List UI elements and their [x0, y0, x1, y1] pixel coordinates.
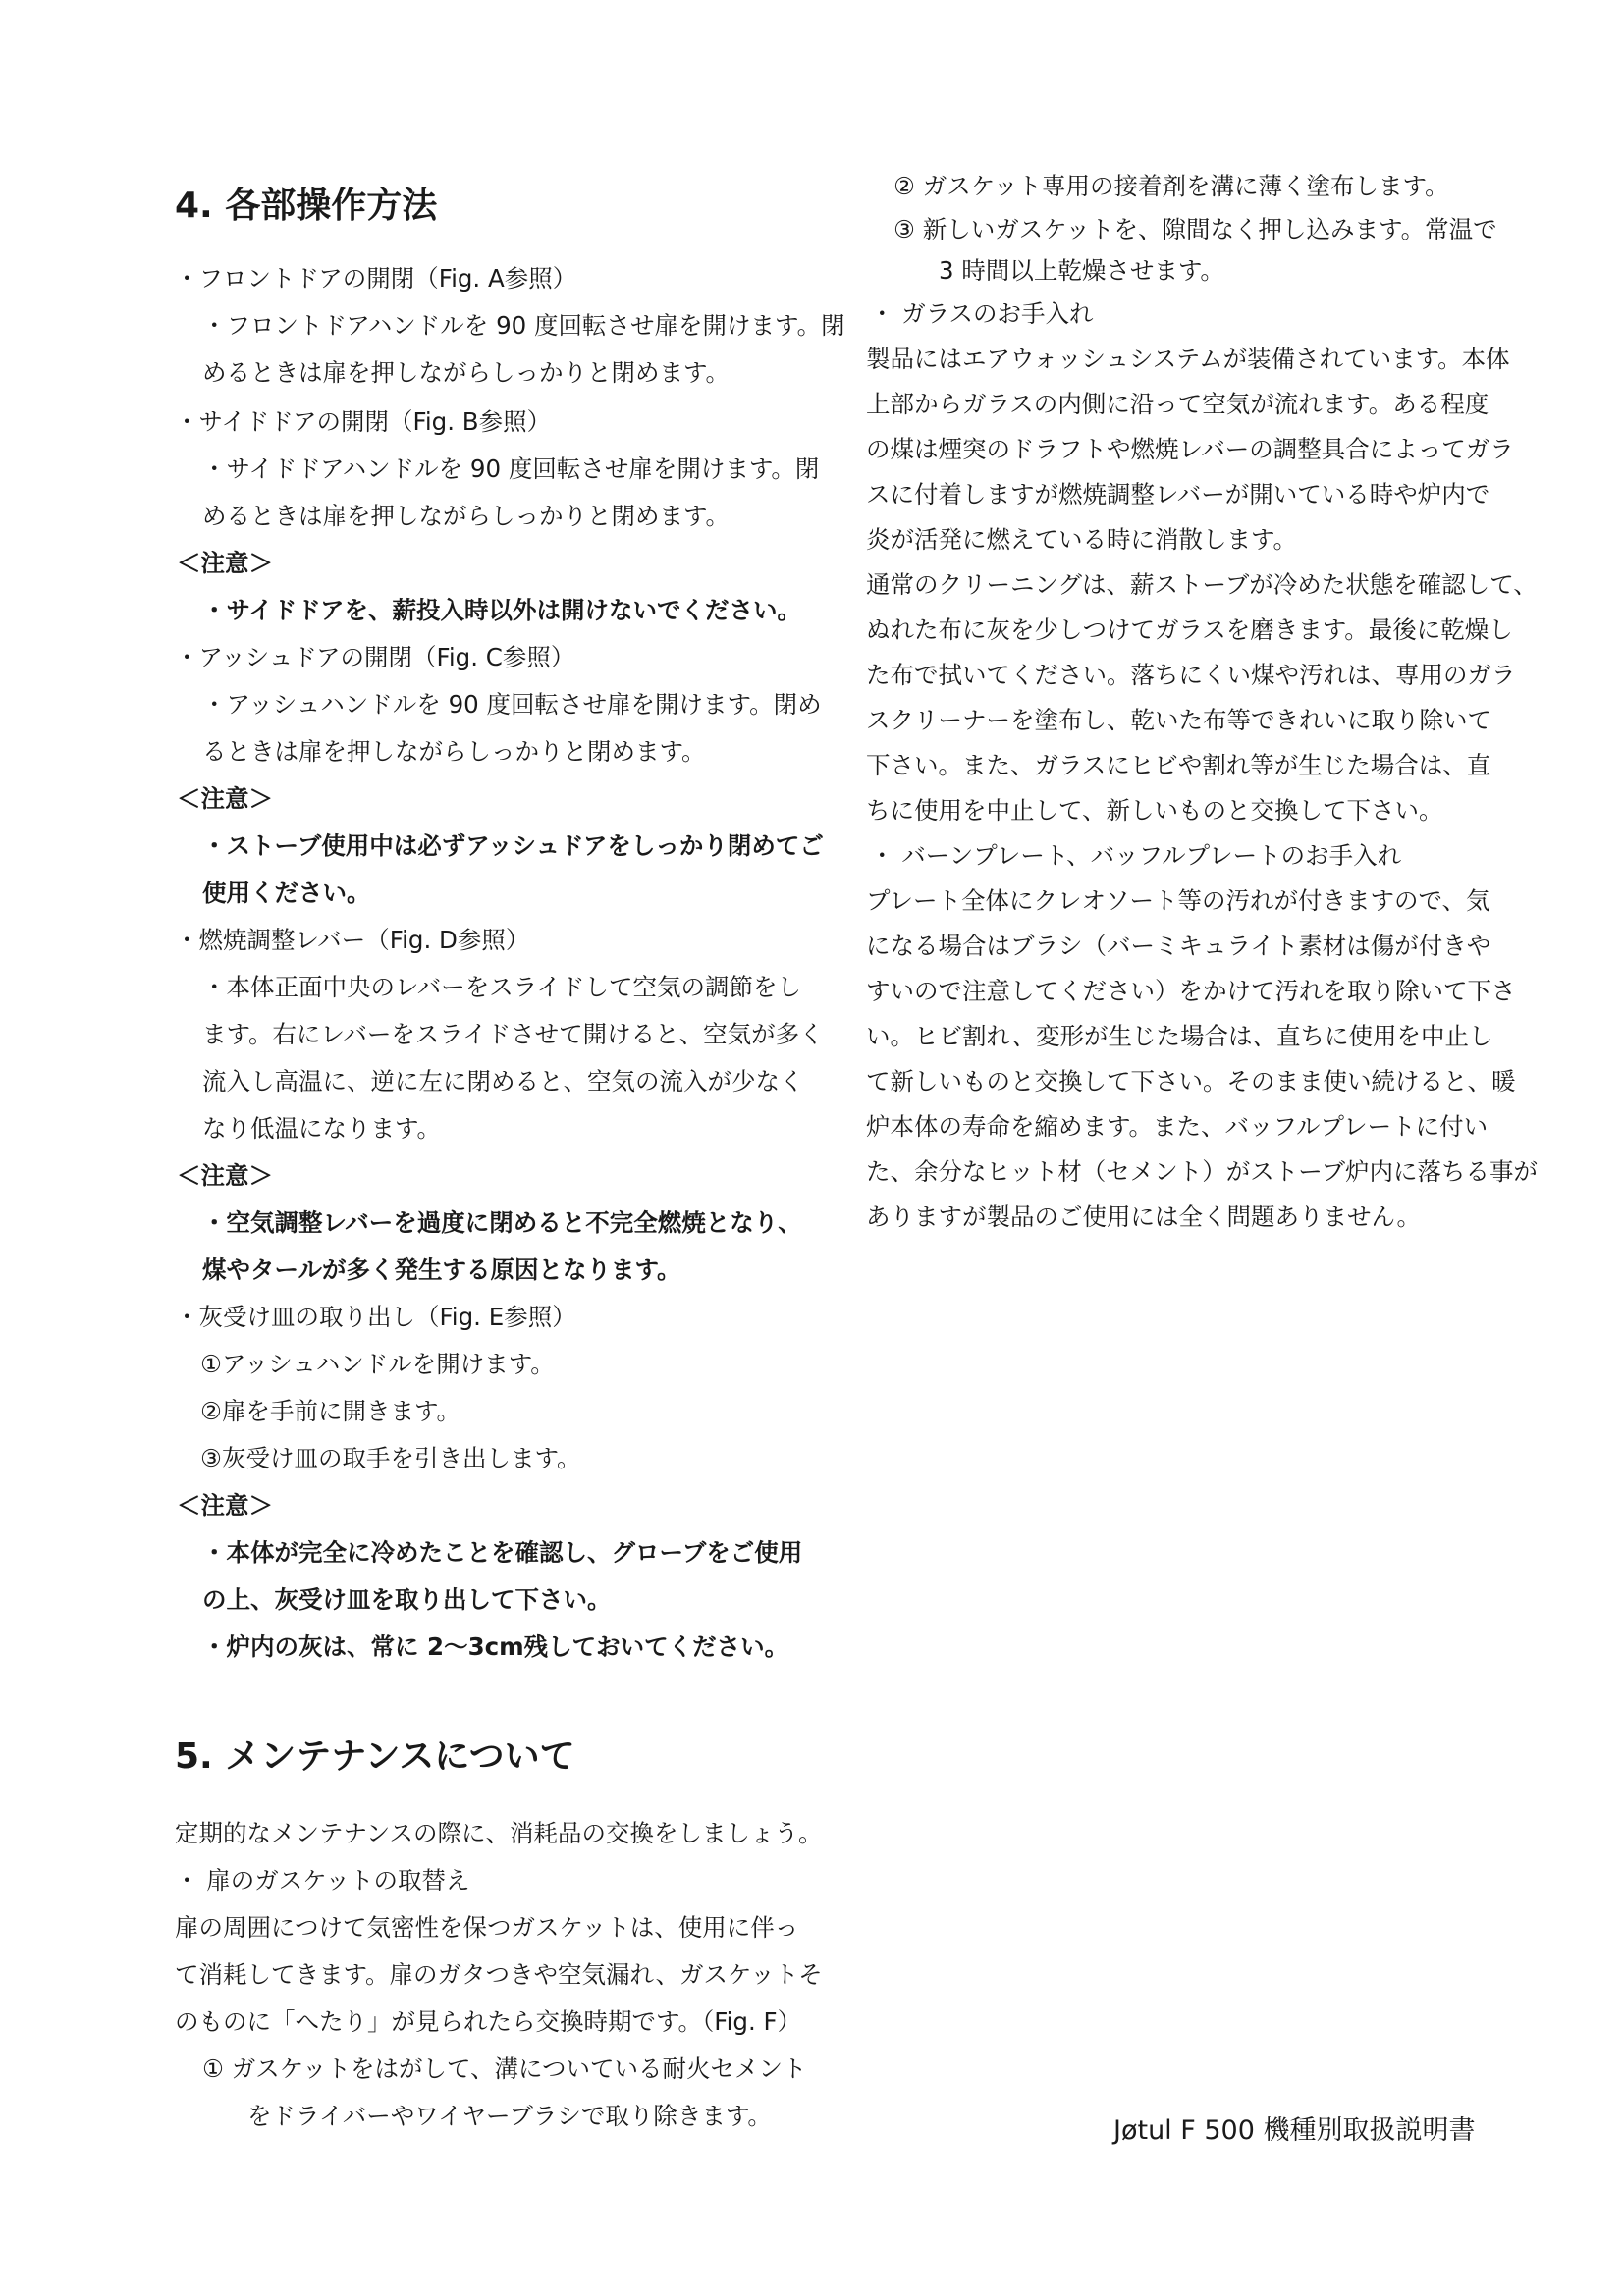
plate-title: ・ バーンプレート、バッフルプレートのお手入れ — [870, 841, 1402, 870]
glass-text: ちに使用を中止して、新しいものと交換して下さい。 — [866, 796, 1443, 825]
plate-text: た、余分なヒット材（セメント）がストーブ炉内に落ちる事が — [866, 1157, 1539, 1186]
lever-text: ・本体正面中央のレバーをスライドして空気の調節をし — [202, 973, 802, 1001]
side-door-title: ・サイドドアの開閉（Fig. B参照） — [175, 407, 552, 436]
ash-door-text: ・アッシュハンドルを 90 度回転させ扉を開けます。閉め — [202, 690, 822, 719]
lever-text: なり低温になります。 — [202, 1114, 442, 1143]
caution-text: 使用ください。 — [202, 879, 371, 907]
caution-text: ・サイドドアを、薪投入時以外は開けないでください。 — [202, 596, 802, 624]
glass-text: スクリーナーを塗布し、乾いた布等できれいに取り除いて — [866, 706, 1491, 734]
gasket-step: ② ガスケット専用の接着剤を溝に薄く塗布します。 — [893, 172, 1449, 200]
side-door-text: ・サイドドアハンドルを 90 度回転させ扉を開けます。閉 — [202, 454, 820, 483]
caution-text: ・空気調整レバーを過度に閉めると不完全燃焼となり、 — [202, 1208, 802, 1237]
glass-text: 製品にはエアウォッシュシステムが装備されています。本体 — [866, 345, 1510, 373]
section-heading-5: 5. メンテナンスについて — [175, 1736, 575, 1777]
caution-text: ・本体が完全に冷めたことを確認し、グローブをご使用 — [202, 1538, 803, 1567]
plate-text: 炉本体の寿命を縮めます。また、バッフルプレートに付い — [866, 1112, 1489, 1141]
plate-text: になる場合はブラシ（バーミキュライト素材は傷が付きや — [866, 932, 1491, 960]
gasket-text: のものに「へたり」が見られたら交換時期です。（Fig. F） — [175, 2007, 802, 2036]
glass-text: ぬれた布に灰を少しつけてガラスを磨きます。最後に乾燥し — [866, 615, 1513, 644]
glass-text: 下さい。また、ガラスにヒビや割れ等が生じた場合は、直 — [866, 751, 1491, 779]
caution-label: ＜注意＞ — [177, 549, 273, 577]
glass-text: 炎が活発に燃えている時に消散します。 — [866, 525, 1298, 554]
lever-title: ・燃焼調整レバー（Fig. D参照） — [175, 926, 530, 954]
glass-text: 上部からガラスの内側に沿って空気が流れます。ある程度 — [866, 390, 1489, 418]
plate-text: プレート全体にクレオソート等の汚れが付きますので、気 — [866, 886, 1490, 915]
glass-title: ・ ガラスのお手入れ — [870, 299, 1094, 328]
lever-text: ます。右にレバーをスライドさせて開けると、空気が多く — [202, 1020, 824, 1048]
plate-text: い。ヒビ割れ、変形が生じた場合は、直ちに使用を中止し — [866, 1022, 1493, 1050]
side-door-text: めるときは扉を押しながらしっかりと閉めます。 — [202, 502, 731, 530]
glass-text: た布で拭いてください。落ちにくい煤や汚れは、専用のガラ — [866, 661, 1516, 689]
glass-text: の煤は煙突のドラフトや燃焼レバーの調整具合によってガラ — [866, 435, 1514, 463]
caution-text: ・炉内の灰は、常に 2〜3cm残しておいてください。 — [202, 1632, 789, 1661]
ash-door-title: ・アッシュドアの開閉（Fig. C参照） — [175, 643, 575, 671]
front-door-text: めるときは扉を押しながらしっかりと閉めます。 — [202, 358, 731, 387]
ash-pan-title: ・灰受け皿の取り出し（Fig. E参照） — [175, 1303, 576, 1331]
caution-text: の上、灰受け皿を取り出して下さい。 — [202, 1585, 612, 1614]
ash-pan-step: ②扉を手前に開きます。 — [200, 1397, 461, 1425]
gasket-step: をドライバーやワイヤーブラシで取り除きます。 — [247, 2102, 772, 2130]
gasket-step: ① ガスケットをはがして、溝についている耐火セメント — [202, 2055, 807, 2083]
front-door-title: ・フロントドアの開閉（Fig. A参照） — [175, 264, 577, 293]
glass-text: スに付着しますが燃焼調整レバーが開いている時や炉内で — [866, 480, 1490, 508]
caution-label: ＜注意＞ — [177, 1161, 273, 1190]
ash-door-text: るときは扉を押しながらしっかりと閉めます。 — [202, 737, 706, 766]
caution-label: ＜注意＞ — [177, 784, 273, 813]
lever-text: 流入し高温に、逆に左に閉めると、空気の流入が少なく — [202, 1067, 804, 1095]
page-footer: Jøtul F 500 機種別取扱説明書 — [1113, 2115, 1476, 2146]
maintenance-intro: 定期的なメンテナンスの際に、消耗品の交換をしましょう。 — [175, 1819, 823, 1847]
ash-pan-step: ①アッシュハンドルを開けます。 — [200, 1350, 555, 1378]
glass-text: 通常のクリーニングは、薪ストーブが冷めた状態を確認して、 — [866, 570, 1538, 599]
gasket-step: 3 時間以上乾燥させます。 — [939, 256, 1224, 285]
section-heading-4: 4. 各部操作方法 — [175, 186, 438, 226]
ash-pan-step: ③灰受け皿の取手を引き出します。 — [200, 1444, 581, 1472]
caution-label: ＜注意＞ — [177, 1491, 273, 1520]
caution-text: ・ストーブ使用中は必ずアッシュドアをしっかり閉めてご — [202, 831, 824, 860]
plate-text: て新しいものと交換して下さい。そのまま使い続けると、暖 — [866, 1067, 1516, 1095]
gasket-title: ・ 扉のガスケットの取替え — [175, 1866, 470, 1895]
plate-text: すいので注意してください）をかけて汚れを取り除いて下さ — [866, 977, 1516, 1005]
front-door-text: ・フロントドアハンドルを 90 度回転させ扉を開けます。閉 — [202, 311, 845, 340]
gasket-step: ③ 新しいガスケットを、隙間なく押し込みます。常温で — [893, 215, 1497, 243]
gasket-text: 扉の周囲につけて気密性を保つガスケットは、使用に伴っ — [175, 1913, 799, 1942]
plate-text: ありますが製品のご使用には全く問題ありません。 — [866, 1202, 1421, 1231]
caution-text: 煤やタールが多く発生する原因となります。 — [202, 1255, 681, 1284]
gasket-text: て消耗してきます。扉のガタつきや空気漏れ、ガスケットそ — [175, 1960, 823, 1989]
